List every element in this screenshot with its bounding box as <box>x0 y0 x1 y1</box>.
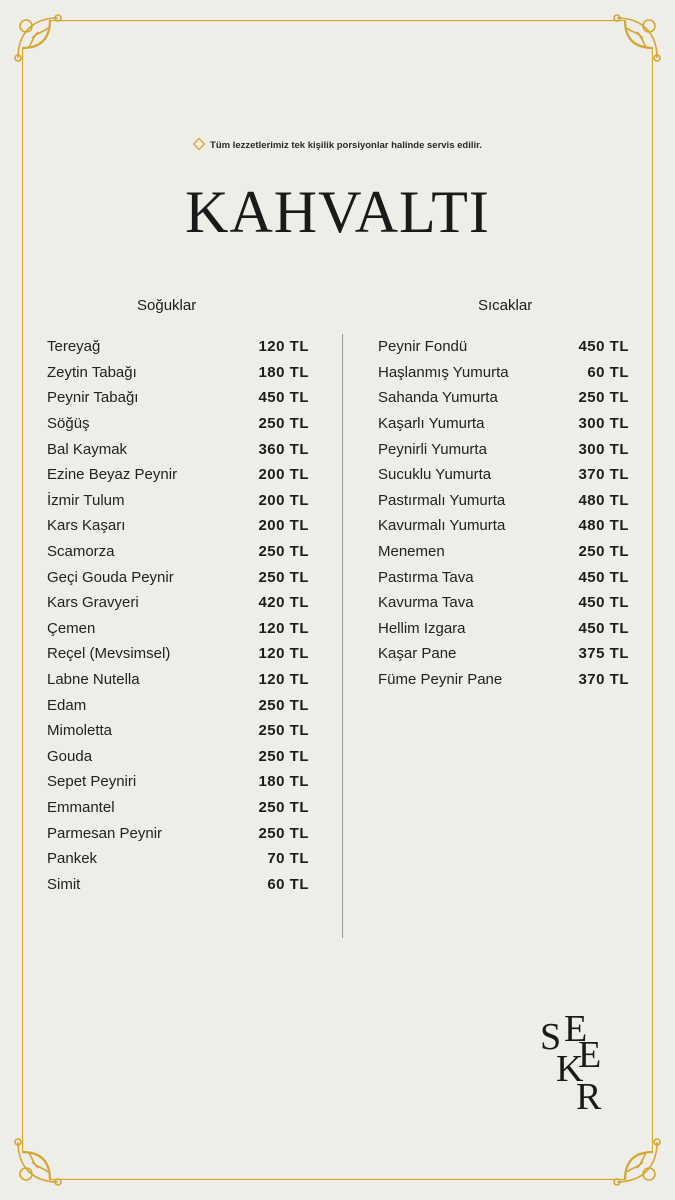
item-name: Çemen <box>47 619 96 637</box>
menu-item <box>47 744 309 770</box>
item-price: 420 TL <box>258 594 309 612</box>
item-name: Parmesan Peynir <box>47 824 163 842</box>
page-title: KAHVALTI <box>185 179 490 245</box>
item-price: 60 TL <box>587 363 629 381</box>
item-price: 200 TL <box>258 491 309 509</box>
item-name: Pankek <box>47 850 98 868</box>
item-name: Bal Kaymak <box>47 440 128 458</box>
logo-letter: K <box>556 1048 584 1090</box>
ornament-top-left-icon <box>8 8 72 72</box>
item-name: Kars Kaşarı <box>47 517 126 535</box>
item-name: Sucuklu Yumurta <box>378 466 492 484</box>
item-price: 450 TL <box>578 568 629 586</box>
menu-item <box>47 360 309 386</box>
menu-item <box>378 616 629 642</box>
menu-item <box>47 488 309 514</box>
menu-item <box>378 462 629 488</box>
item-price: 120 TL <box>258 338 309 356</box>
menu-item <box>378 513 629 539</box>
menu-item <box>47 462 309 488</box>
item-price: 450 TL <box>578 594 629 612</box>
menu-item <box>47 334 309 360</box>
item-price: 120 TL <box>258 619 309 637</box>
item-name: Sepet Peyniri <box>47 773 137 791</box>
menu-item <box>378 385 629 411</box>
item-name: İzmir Tulum <box>47 491 125 509</box>
item-name: Peynir Fondü <box>378 338 468 356</box>
item-price: 480 TL <box>578 491 629 509</box>
menu-item <box>47 641 309 667</box>
item-name: Zeytin Tabağı <box>47 363 137 381</box>
item-price: 370 TL <box>578 466 629 484</box>
menu-item <box>378 641 629 667</box>
menu-item <box>47 820 309 846</box>
item-price: 250 TL <box>258 415 309 433</box>
item-name: Söğüş <box>47 415 90 433</box>
item-name: Kaşarlı Yumurta <box>378 415 485 433</box>
diamond-icon <box>193 138 205 150</box>
item-price: 60 TL <box>267 875 309 893</box>
menu-item <box>378 411 629 437</box>
item-name: Scamorza <box>47 543 115 561</box>
item-name: Füme Peynir Pane <box>378 671 503 689</box>
hot-heading: Sıcaklar <box>478 297 533 314</box>
item-price: 250 TL <box>258 747 309 765</box>
menu-item <box>378 436 629 462</box>
menu-item <box>47 539 309 565</box>
menu-item <box>47 513 309 539</box>
item-price: 200 TL <box>258 517 309 535</box>
menu-item <box>378 360 629 386</box>
menu-item <box>47 871 309 897</box>
item-name: Pastırmalı Yumurta <box>378 491 506 509</box>
menu-item <box>47 590 309 616</box>
menu-item <box>378 539 629 565</box>
menu-item <box>47 616 309 642</box>
item-price: 375 TL <box>578 645 629 663</box>
menu-item <box>47 411 309 437</box>
menu-item <box>378 488 629 514</box>
ornament-bottom-right-icon <box>603 1128 667 1192</box>
item-name: Kavurmalı Yumurta <box>378 517 506 535</box>
logo-letter: R <box>576 1076 602 1118</box>
menu-item <box>47 436 309 462</box>
item-price: 250 TL <box>258 696 309 714</box>
menu-item <box>47 795 309 821</box>
item-name: Tereyağ <box>47 338 101 356</box>
item-price: 300 TL <box>578 440 629 458</box>
item-price: 250 TL <box>578 389 629 407</box>
column-divider <box>342 334 343 938</box>
seker-logo <box>540 1010 610 1120</box>
menu-item <box>378 667 629 693</box>
item-price: 450 TL <box>578 619 629 637</box>
item-price: 250 TL <box>258 824 309 842</box>
item-name: Edam <box>47 696 87 714</box>
item-price: 180 TL <box>258 363 309 381</box>
item-name: Labne Nutella <box>47 671 140 689</box>
item-name: Kaşar Pane <box>378 645 457 663</box>
menu-item <box>378 334 629 360</box>
logo-letter: E <box>564 1008 588 1050</box>
item-name: Geçi Gouda Peynir <box>47 568 174 586</box>
item-price: 200 TL <box>258 466 309 484</box>
item-price: 250 TL <box>258 798 309 816</box>
item-name: Gouda <box>47 747 93 765</box>
menu-item <box>378 564 629 590</box>
ornament-bottom-left-icon <box>8 1128 72 1192</box>
item-name: Hellim Izgara <box>378 619 466 637</box>
cold-heading: Soğuklar <box>137 297 197 314</box>
item-price: 370 TL <box>578 671 629 689</box>
cold-items-list <box>47 334 309 897</box>
item-name: Mimoletta <box>47 722 113 740</box>
menu-item <box>47 692 309 718</box>
menu-item <box>47 667 309 693</box>
menu-item <box>47 718 309 744</box>
item-price: 250 TL <box>258 568 309 586</box>
item-price: 180 TL <box>258 773 309 791</box>
portion-notice <box>0 138 675 151</box>
item-name: Haşlanmış Yumurta <box>378 363 509 381</box>
item-price: 300 TL <box>578 415 629 433</box>
menu-item <box>47 385 309 411</box>
item-price: 450 TL <box>258 389 309 407</box>
item-price: 250 TL <box>258 543 309 561</box>
item-name: Ezine Beyaz Peynir <box>47 466 178 484</box>
menu-item <box>47 564 309 590</box>
item-name: Pastırma Tava <box>378 568 474 586</box>
item-price: 120 TL <box>258 671 309 689</box>
item-price: 70 TL <box>267 850 309 868</box>
item-name: Emmantel <box>47 798 115 816</box>
menu-item <box>47 846 309 872</box>
logo-letter: S <box>540 1016 562 1058</box>
item-name: Kars Gravyeri <box>47 594 139 612</box>
item-name: Peynirli Yumurta <box>378 440 487 458</box>
item-name: Peynir Tabağı <box>47 389 139 407</box>
menu-item <box>47 769 309 795</box>
item-name: Simit <box>47 875 81 893</box>
item-name: Reçel (Mevsimsel) <box>47 645 171 663</box>
item-name: Menemen <box>378 543 445 561</box>
hot-items-list <box>378 334 629 692</box>
menu-item <box>378 590 629 616</box>
item-price: 360 TL <box>258 440 309 458</box>
item-price: 250 TL <box>258 722 309 740</box>
item-price: 450 TL <box>578 338 629 356</box>
item-price: 120 TL <box>258 645 309 663</box>
item-price: 250 TL <box>578 543 629 561</box>
notice-text: Tüm lezzetlerimiz tek kişilik porsiyonlar halinde servis edilir. <box>210 140 482 151</box>
item-name: Kavurma Tava <box>378 594 474 612</box>
logo-letter: E <box>578 1034 602 1076</box>
item-name: Sahanda Yumurta <box>378 389 498 407</box>
item-price: 480 TL <box>578 517 629 535</box>
ornament-top-right-icon <box>603 8 667 72</box>
